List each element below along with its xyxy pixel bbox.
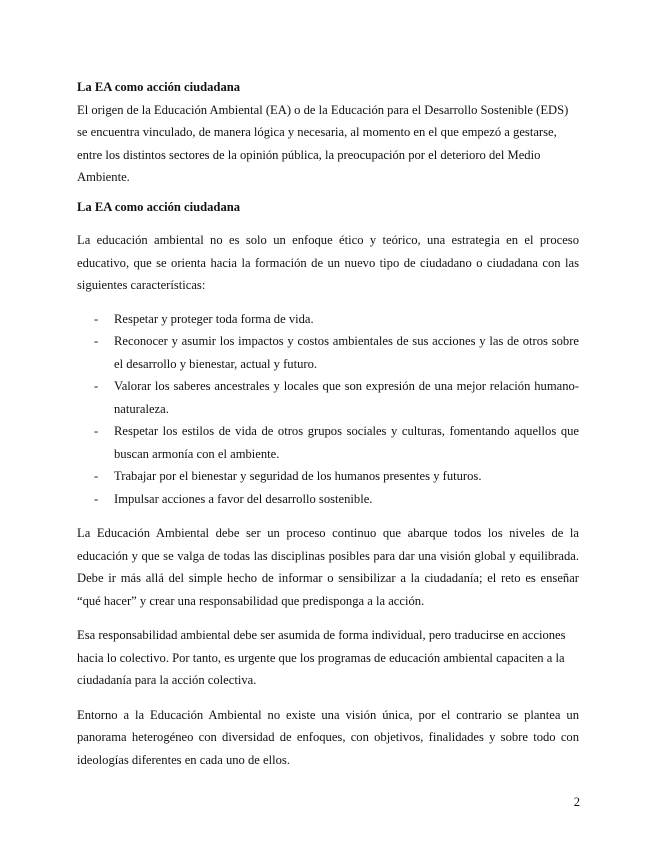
bullet-dash: - [94,334,99,348]
list-item-text: Respetar y proteger toda forma de vida. [114,311,314,326]
list-item-text: Reconocer y asumir los impactos y costos ambientales de sus acciones y las de otros sobre el desarrollo y bienestar, actual y futuro. [114,334,579,371]
list-item-text: Valorar los saberes ancestrales y locales que son expresión de una mejor relación humano-naturaleza. [114,379,579,416]
bullet-dash: - [94,379,99,393]
section-heading-1: La EA como acción ciudadana [77,80,241,94]
bullet-dash: - [94,469,99,483]
responsibility-paragraph: Esa responsabilidad ambiental debe ser asumida de forma individual, pero traducirse en acciones hacia lo colectivo. Por tanto, es urgente que los programas de educación ambiental capaciten a la ciudadanía para la acción colectiva. [77,628,566,687]
section-heading-2: La EA como acción ciudadana [77,199,241,214]
list-item [77,465,579,488]
list-item [77,330,579,375]
list-item-text: Impulsar acciones a favor del desarrollo sostenible. [114,491,373,506]
list-item [77,375,579,420]
origin-paragraph: El origen de la Educación Ambiental (EA) o de la Educación para el Desarrollo Sostenible (EDS) se encuentra vinculado, de manera lógica y necesaria, al momento en el que empezó a gestarse, entre los distintos sectores de la opinión pública, la preocupación por el deterioro del Medio Ambiente. [77,102,569,184]
list-item-text: Trabajar por el bienestar y seguridad de los humanos presentes y futuros. [114,469,482,483]
continuous-process-paragraph: La Educación Ambiental debe ser un proceso continuo que abarque todos los niveles de la educación y que se valga de todas las disciplinas posibles para dar una visión global y equilibrada. Debe ir más allá del simple hecho de informar o sensibilizar a la ciudadanía; el reto es enseñar “qué hacer” y crear una responsabilidad que predisponga a la acción. [77,526,579,608]
page-number: 2 [573,795,580,809]
heterogeneous-vision-paragraph: Entorno a la Educación Ambiental no existe una visión única, por el contrario se plantea un panorama heterogéneo con diversidad de enfoques, con objetivos, finalidades y sobre todo con ideologías diferentes en cada uno de ellos. [77,707,579,767]
characteristics-list [77,308,579,511]
list-item [77,308,579,331]
bullet-dash: - [94,424,99,438]
page-content [77,76,579,771]
bullet-dash: - [94,311,99,326]
list-item [77,420,579,465]
list-item [77,488,579,511]
intro-paragraph: La educación ambiental no es solo un enfoque ético y teórico, una estrategia en el proceso educativo, que se orienta hacia la formación de un nuevo tipo de ciudadano o ciudadana con las siguientes características: [77,233,579,292]
bullet-dash: - [94,491,99,506]
list-item-text: Respetar los estilos de vida de otros grupos sociales y culturas, fomentando aquellos que buscan armonía con el ambiente. [114,424,579,461]
